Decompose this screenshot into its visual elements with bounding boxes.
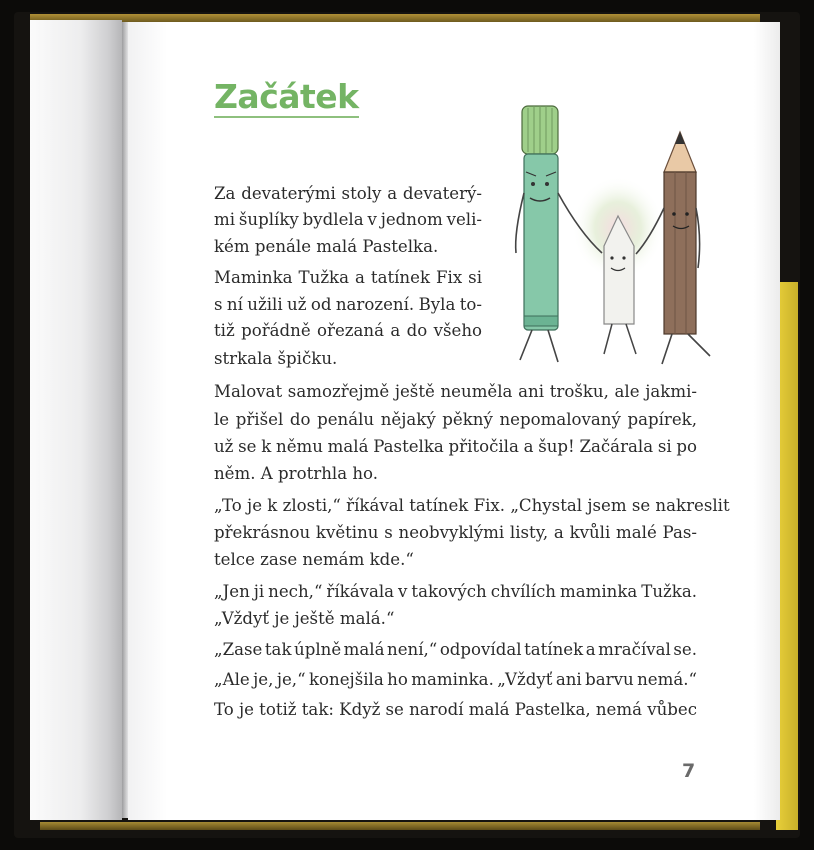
text-line: mi šuplíky bydlela v jednom veli-	[214, 210, 482, 229]
text-line: kém penále malá Pastelka.	[214, 237, 439, 256]
text-line: „Jen ji nech,“ říkávala v takových chvílích maminka Tužka.	[214, 582, 697, 601]
text-line: le přišel do penálu nějaký pěkný nepomalovaný papírek,	[214, 410, 697, 429]
text-line: tiž pořádně ořezaná a do všeho	[214, 321, 482, 340]
text-line: strkala špičku.	[214, 349, 338, 368]
text-line: Maminka Tužka a tatínek Fix si	[214, 268, 482, 287]
chapter-title: Začátek	[214, 77, 359, 116]
text-line: překrásnou květinu s neobvyklými listy, a kvůli malé Pas-	[214, 523, 697, 542]
text-line: s ní užili už od narození. Byla to-	[214, 295, 482, 314]
text-line: telce zase nemám kde.“	[214, 550, 414, 569]
text-line: „To je k zlosti,“ říkával tatínek Fix. „Chystal jsem se nakreslit	[214, 496, 730, 515]
text-line: „Ale je, je,“ konejšila ho maminka. „Vždyť ani barvu nemá.“	[214, 670, 697, 689]
text-line: „Zase tak úplně malá není,“ odpovídal tatínek a mračíval se.	[214, 640, 697, 659]
text-line: Malovat samozřejmě ještě neuměla ani trošku, ale jakmi-	[214, 382, 697, 401]
text-line: To je totiž tak: Když se narodí malá Pastelka, nemá vůbec	[214, 700, 697, 719]
text-line: něm. A protrhla ho.	[214, 464, 379, 483]
page-number: 7	[682, 760, 696, 782]
text-line: „Vždyť je ještě malá.“	[214, 609, 395, 628]
text-line: Za devaterými stoly a devaterý-	[214, 184, 482, 203]
text-line: už se k němu malá Pastelka přitočila a šup! Začárala si po	[214, 437, 697, 456]
